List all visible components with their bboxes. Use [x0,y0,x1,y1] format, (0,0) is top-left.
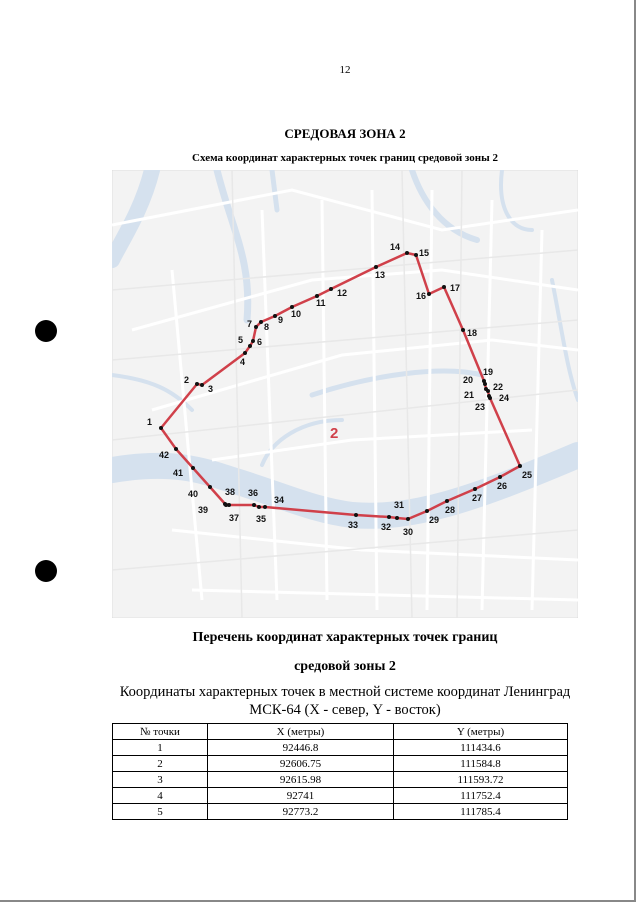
boundary-point-marker [329,287,333,291]
boundary-point-label: 31 [394,500,405,510]
boundary-point-marker [427,292,431,296]
boundary-point-label: 39 [198,505,209,515]
table-cell: 92741 [208,788,394,804]
boundary-point-label: 37 [229,513,240,523]
table-row [113,804,568,820]
boundary-point-label: 20 [463,375,474,385]
boundary-point-marker [473,487,477,491]
boundary-point-marker [200,383,204,387]
boundary-point-marker [243,351,247,355]
boundary-point-marker [174,447,178,451]
table-cell: 111593.72 [394,772,568,788]
boundary-point-label: 11 [316,298,326,308]
zone-label: 2 [330,425,339,442]
description-line2: МСК-64 (X - север, Y - восток) [249,702,441,718]
column-header: Y (метры) [394,724,568,740]
boundary-point-marker [263,505,267,509]
table-cell: 111785.4 [394,804,568,820]
boundary-point-marker [248,344,252,348]
table-cell: 92606.75 [208,756,394,772]
table-row [113,788,568,804]
boundary-point-label: 42 [159,450,170,460]
boundary-point-label: 6 [257,337,263,347]
boundary-point-marker [486,389,490,393]
scheme-subtitle: Схема координат характерных точек границ средовой зоны 2 [192,152,498,164]
boundary-point-label: 40 [188,489,199,499]
table-cell: 1 [113,740,208,756]
boundary-point-label: 26 [497,481,508,491]
boundary-point-label: 12 [337,288,348,298]
page-title: СРЕДОВАЯ ЗОНА 2 [284,126,406,141]
boundary-point-marker [395,516,399,520]
description-line1: Координаты характерных точек в местной системе координат Ленинград [119,684,571,700]
table-row [113,740,568,756]
punch-hole [35,560,57,582]
boundary-point-label: 27 [472,493,483,503]
boundary-point-label: 1 [147,417,153,427]
boundary-point-label: 21 [464,390,475,400]
boundary-point-label: 41 [173,468,184,478]
boundary-point-marker [273,314,277,318]
table-cell: 92446.8 [208,740,394,756]
boundary-point-marker [254,325,258,329]
boundary-point-label: 17 [450,283,461,293]
boundary-point-marker [442,285,446,289]
boundary-point-marker [191,466,195,470]
boundary-point-label: 28 [445,505,456,515]
column-header: № точки [113,724,208,740]
boundary-point-label: 24 [499,393,510,403]
boundary-point-label: 4 [240,357,246,367]
boundary-point-label: 36 [248,488,259,498]
boundary-point-marker [406,517,410,521]
boundary-point-label: 18 [467,328,478,338]
boundary-point-label: 9 [278,315,284,325]
boundary-point-marker [208,485,212,489]
boundary-point-marker [387,515,391,519]
zone-map [112,170,578,618]
boundary-point-label: 30 [403,527,414,537]
coordinate-system-description [110,683,580,719]
table-header-row [113,724,568,740]
boundary-point-label: 16 [416,291,427,301]
boundary-point-marker [483,382,487,386]
column-header: X (метры) [208,724,394,740]
list-heading-line2: средовой зоны 2 [294,659,396,674]
table-cell: 3 [113,772,208,788]
table-cell: 111752.4 [394,788,568,804]
boundary-point-marker [354,513,358,517]
boundary-point-marker [498,475,502,479]
boundary-point-marker [252,503,256,507]
boundary-point-marker [425,509,429,513]
table-cell: 92615.98 [208,772,394,788]
boundary-point-label: 25 [522,470,533,480]
boundary-point-marker [445,499,449,503]
boundary-point-label: 13 [375,270,386,280]
boundary-point-marker [488,396,492,400]
boundary-point-label: 8 [264,322,270,332]
boundary-point-marker [461,328,465,332]
boundary-point-label: 38 [225,487,236,497]
boundary-point-marker [405,251,409,255]
table-cell: 4 [113,788,208,804]
boundary-point-label: 32 [381,522,392,532]
boundary-point-marker [224,503,228,507]
boundary-point-label: 2 [184,375,190,385]
table-row [113,772,568,788]
table-cell: 2 [113,756,208,772]
table-row [113,756,568,772]
table-cell: 111584.8 [394,756,568,772]
boundary-point-marker [159,426,163,430]
table-cell: 111434.6 [394,740,568,756]
boundary-point-label: 14 [390,242,401,252]
boundary-point-label: 22 [493,382,504,392]
page-number: 12 [339,64,351,76]
boundary-point-label: 5 [238,335,244,345]
boundary-point-marker [251,339,255,343]
boundary-point-label: 23 [475,402,486,412]
table-cell: 5 [113,804,208,820]
boundary-point-label: 34 [274,495,285,505]
boundary-point-marker [374,265,378,269]
boundary-point-label: 3 [208,384,214,394]
boundary-point-label: 35 [256,514,267,524]
boundary-point-marker [414,253,418,257]
boundary-point-label: 10 [291,309,302,319]
punch-hole [35,320,57,342]
boundary-point-label: 7 [247,319,253,329]
boundary-point-label: 15 [419,248,430,258]
boundary-point-marker [518,464,522,468]
boundary-point-marker [259,320,263,324]
boundary-point-marker [257,505,261,509]
table-cell: 92773.2 [208,804,394,820]
boundary-point-label: 19 [483,367,494,377]
boundary-point-marker [195,382,199,386]
coordinates-table [112,723,568,820]
boundary-point-label: 33 [348,520,359,530]
boundary-point-label: 29 [429,515,440,525]
list-heading-line1: Перечень координат характерных точек границ [192,630,498,645]
